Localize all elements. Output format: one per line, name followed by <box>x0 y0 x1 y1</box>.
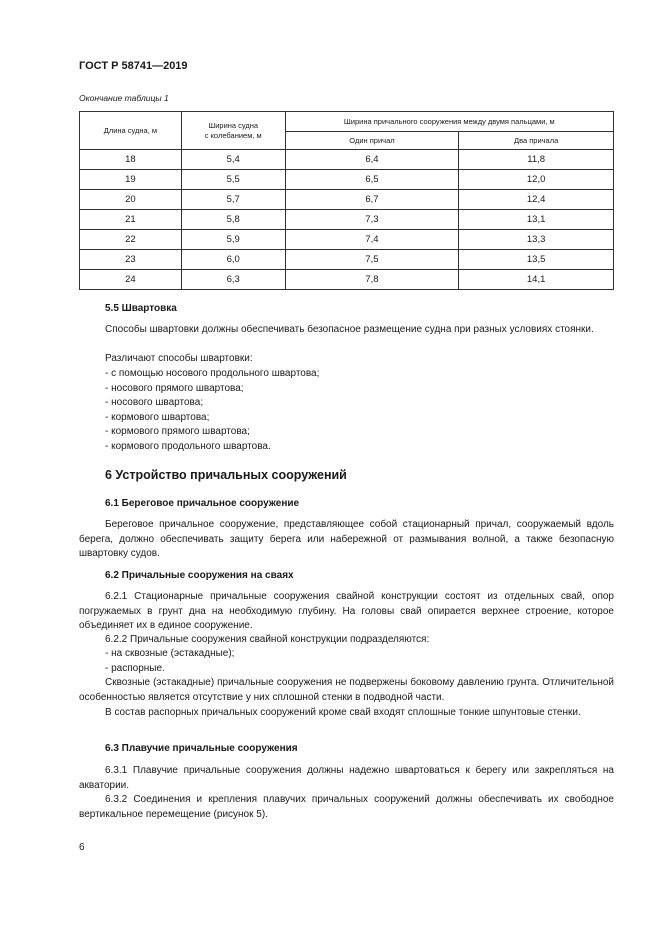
table-row <box>80 170 614 190</box>
table-cell: 22 <box>80 230 182 250</box>
header-berth-width: Ширина причального сооружения между двумя пальцами, м <box>285 112 613 132</box>
table-cell: 5,8 <box>181 210 285 230</box>
table-cell: 18 <box>80 150 182 170</box>
table-cell: 6,4 <box>285 150 459 170</box>
table-cell: 6,7 <box>285 190 459 210</box>
table-cell: 6,3 <box>181 270 285 290</box>
section-6-2-p1: 6.2.1 Стационарные причальные сооружения свайной конструкции состоят из отдельных свай, опор погружаемых в грунт дна на необходимую глубину. На головы свай опирается верхнее строение, которое объединяет их в единое сооружение. <box>79 591 614 631</box>
list-item: - носового швартова; <box>105 397 204 408</box>
header-ship-length: Длина судна, м <box>80 112 182 150</box>
table-cell: 12,0 <box>459 170 614 190</box>
table-cell: 7,8 <box>285 270 459 290</box>
section-6-title: 6 Устройство причальных сооружений <box>105 468 347 482</box>
list-item: - кормового швартова; <box>105 411 210 423</box>
section-6-2-title: 6.2 Причальные сооружения на сваях <box>105 570 294 581</box>
table-cell: 13,1 <box>459 210 614 230</box>
header-ship-width <box>181 112 285 150</box>
section-6-3-title: 6.3 Плавучие причальные сооружения <box>105 743 298 754</box>
table-cell: 13,3 <box>459 230 614 250</box>
table-cell: 5,9 <box>181 230 285 250</box>
table-cell: 12,4 <box>459 190 614 210</box>
document-header: ГОСТ Р 58741—2019 <box>79 60 188 72</box>
section-6-2-p4: В состав распорных причальных сооружений кроме свай входят сплошные тонкие шпунтовые стенки. <box>105 707 581 718</box>
list-item: - кормового прямого швартова; <box>105 426 250 437</box>
header-two-berths: Два причала <box>459 132 614 150</box>
table-cell: 11,8 <box>459 150 614 170</box>
table-row <box>80 150 614 170</box>
section-5-5-p1: Способы швартовки должны обеспечивать безопасное размещение судна при разных условиях стоянки. <box>105 324 594 335</box>
section-5-5-p2: Различают способы швартовки: <box>105 353 253 364</box>
table-cell: 14,1 <box>459 270 614 290</box>
table-row <box>80 250 614 270</box>
list-item: - на сквозные (эстакадные); <box>105 648 235 659</box>
table-cell: 13,5 <box>459 250 614 270</box>
section-6-2-p3: Сквозные (эстакадные) причальные сооружения не подвержены боковому давлению грунта. Отличительной особенностью является отсутствие у них сплошной стенки в подводной части. <box>79 677 614 703</box>
table-cell: 24 <box>80 270 182 290</box>
header-one-berth: Один причал <box>285 132 459 150</box>
table-cell: 19 <box>80 170 182 190</box>
table-row <box>80 270 614 290</box>
mooring-list <box>105 367 319 454</box>
table-cell: 6,5 <box>285 170 459 190</box>
table-caption: Окончание таблицы 1 <box>79 93 169 103</box>
section-6-2-p2: 6.2.2 Причальные сооружения свайной конструкции подразделяются: <box>105 634 430 645</box>
section-6-3-p2: 6.3.2 Соединения и крепления плавучих причальных сооружений должны обеспечивать их свободное вертикальное перемещение (рисунок 5). <box>79 794 614 820</box>
data-table <box>79 111 614 290</box>
table-cell: 20 <box>80 190 182 210</box>
header-ship-width-line2: с колебанием, м <box>204 130 262 140</box>
table-cell: 5,5 <box>181 170 285 190</box>
pile-type-list <box>105 647 234 676</box>
section-5-5-title: 5.5 Швартовка <box>105 303 177 314</box>
header-ship-width-line1: Ширина судна <box>208 120 259 130</box>
list-item: - с помощью носового продольного швартова; <box>105 368 320 379</box>
table-row <box>80 230 614 250</box>
table-cell: 23 <box>80 250 182 270</box>
table-cell: 7,4 <box>285 230 459 250</box>
table-cell: 5,4 <box>181 150 285 170</box>
section-6-1-title: 6.1 Береговое причальное сооружение <box>105 498 300 509</box>
table-cell: 7,5 <box>285 250 459 270</box>
table-cell: 21 <box>80 210 182 230</box>
list-item: - распорные. <box>105 662 165 674</box>
table-cell: 5,7 <box>181 190 285 210</box>
table-row <box>80 210 614 230</box>
section-6-3-p1: 6.3.1 Плавучие причальные сооружения должны надежно швартоваться к берегу или закрепляться на акватории. <box>79 765 614 791</box>
table-cell: 6,0 <box>181 250 285 270</box>
table-row <box>80 190 614 210</box>
list-item: - носового прямого швартова; <box>105 382 244 394</box>
table-cell: 7,3 <box>285 210 459 230</box>
page-number: 6 <box>79 842 85 853</box>
list-item: - кормового продольного швартова. <box>105 440 271 452</box>
section-6-1-p1: Береговое причальное сооружение, представляющее собой стационарный причал, сооружаемый вдоль берега, должно обеспечивать защиту берега или набережной от размывания волной, а также безопасную швартовку судов. <box>79 519 614 559</box>
